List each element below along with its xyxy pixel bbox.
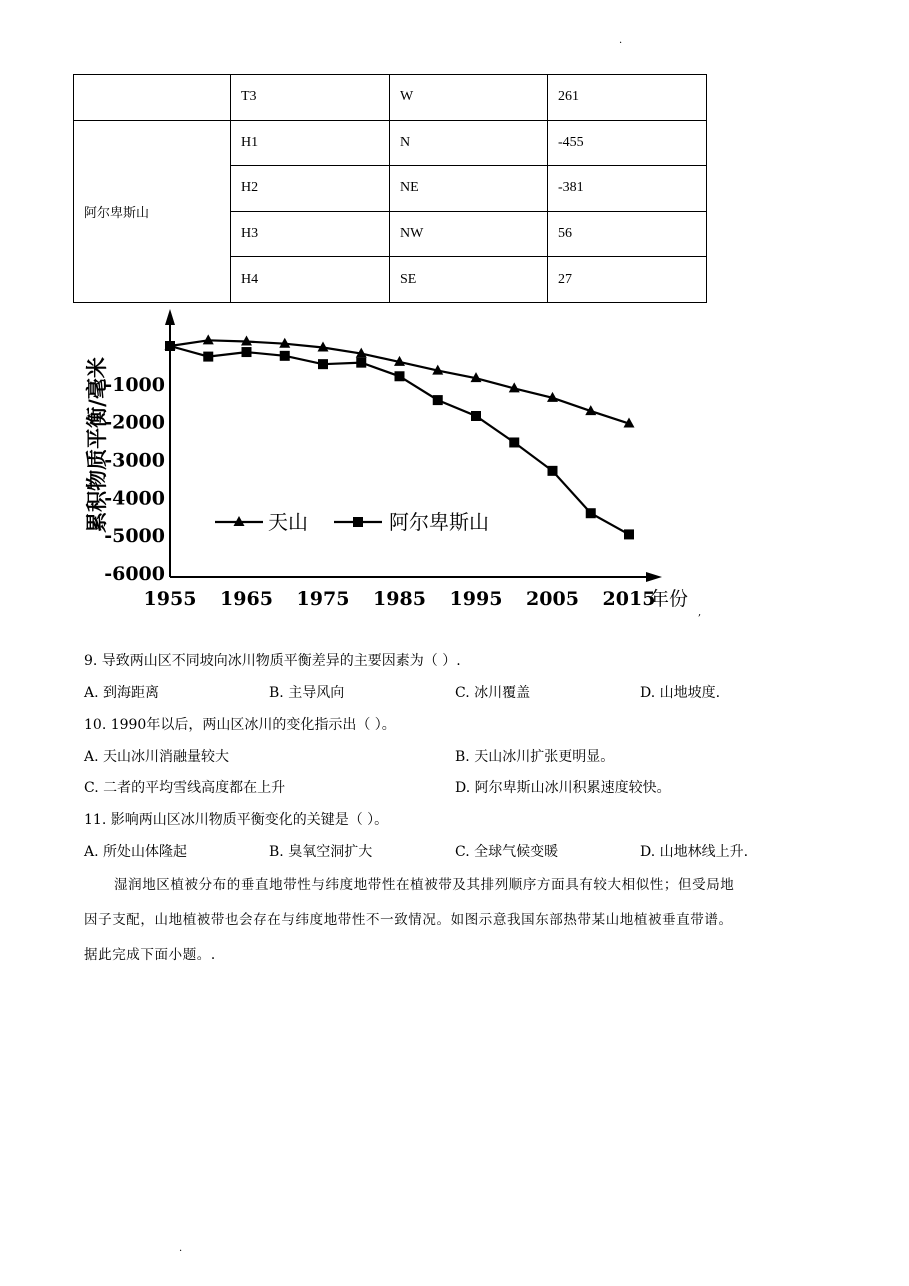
value-cell: -381	[548, 166, 707, 212]
data-point-square	[586, 508, 596, 518]
y-axis-arrow	[165, 309, 175, 325]
option-9d: D. 山地坡度.	[640, 685, 721, 701]
data-point-square	[165, 341, 175, 351]
page-mark-bottom: .	[179, 1243, 183, 1254]
passage-line-2: 因子支配，山地植被带也会存在与纬度地带性不一致情况。如图示意我国东部热带某山地植被垂直带谱。	[84, 912, 733, 928]
data-point-square	[318, 359, 328, 369]
table-row	[74, 75, 707, 121]
legend-marker-square	[353, 517, 363, 527]
glacier-cell: H4	[231, 257, 390, 303]
data-point-square	[624, 529, 634, 539]
value-cell: 27	[548, 257, 707, 303]
passage-line-3: 据此完成下面小题。.	[84, 947, 216, 963]
x-axis-label: 年份	[650, 588, 689, 610]
glacier-cell: H3	[231, 211, 390, 257]
option-11a: A. 所处山体隆起	[84, 844, 188, 860]
aspect-cell: SE	[390, 257, 548, 303]
option-9a: A. 到海距离	[84, 685, 160, 701]
data-point-square	[509, 437, 519, 447]
y-tick-label: -6000	[104, 563, 165, 585]
chart-mark: ,	[698, 607, 702, 618]
aspect-cell: NE	[390, 166, 548, 212]
data-point-square	[548, 466, 558, 476]
region-cell: 阿尔卑斯山	[74, 120, 231, 302]
y-tick-label: -3000	[104, 449, 165, 472]
data-point-square	[395, 371, 405, 381]
x-tick-label: 1975	[296, 588, 350, 610]
legend-label: 天山	[268, 510, 308, 534]
option-11d: D. 山地林线上升.	[640, 844, 749, 860]
x-tick-label: 1965	[220, 588, 273, 610]
y-axis-label: 累积物质平衡/毫米	[84, 357, 109, 533]
data-point-square	[242, 347, 252, 357]
data-point-square	[356, 358, 366, 368]
value-cell: -455	[548, 120, 707, 166]
mass-balance-chart	[80, 305, 720, 620]
option-10b: B. 天山冰川扩张更明显。	[455, 749, 615, 765]
glacier-cell: H2	[231, 166, 390, 212]
aspect-cell: W	[390, 75, 548, 121]
page-mark-top: .	[619, 35, 623, 46]
data-point-square	[280, 351, 290, 361]
x-axis-arrow	[646, 572, 662, 582]
legend-label: 阿尔卑斯山	[389, 510, 489, 534]
x-tick-label: 2015	[602, 588, 656, 610]
data-point-square	[471, 411, 481, 421]
y-tick-label: -2000	[104, 411, 165, 434]
question-9: 9. 导致两山区不同坡向冰川物质平衡差异的主要因素为（ ）.	[84, 653, 461, 669]
x-tick-label: 1955	[143, 588, 197, 610]
option-11c: C. 全球气候变暖	[455, 844, 559, 860]
region-cell-empty	[74, 75, 231, 121]
y-tick-label: -4000	[104, 487, 165, 510]
aspect-cell: NW	[390, 211, 548, 257]
question-10: 10. 1990年以后，两山区冰川的变化指示出（ ）。	[84, 717, 396, 733]
x-tick-label: 2005	[526, 588, 579, 610]
passage-line-1: 湿润地区植被分布的垂直地带性与纬度地带性在植被带及其排列顺序方面具有较大相似性；但受局地	[114, 877, 735, 893]
x-tick-label: 1985	[373, 588, 426, 610]
y-tick-label: -1000	[104, 373, 165, 396]
data-point-square	[203, 352, 213, 362]
aspect-cell: N	[390, 120, 548, 166]
option-9b: B. 主导风向	[269, 685, 345, 701]
glacier-cell: T3	[231, 75, 390, 121]
option-10a: A. 天山冰川消融量较大	[84, 749, 230, 765]
option-11b: B. 臭氧空洞扩大	[269, 844, 373, 860]
question-11: 11. 影响两山区冰川物质平衡变化的关键是（ ）。	[84, 812, 389, 828]
data-point-square	[433, 395, 443, 405]
option-9c: C. 冰川覆盖	[455, 685, 531, 701]
option-10c: C. 二者的平均雪线高度都在上升	[84, 780, 286, 796]
glacier-table	[73, 74, 707, 303]
x-tick-label: 1995	[449, 588, 503, 610]
table-row	[74, 120, 707, 166]
option-10d: D. 阿尔卑斯山冰川积累速度较快。	[455, 780, 671, 796]
y-tick-label: -5000	[104, 525, 165, 548]
value-cell: 261	[548, 75, 707, 121]
value-cell: 56	[548, 211, 707, 257]
glacier-cell: H1	[231, 120, 390, 166]
